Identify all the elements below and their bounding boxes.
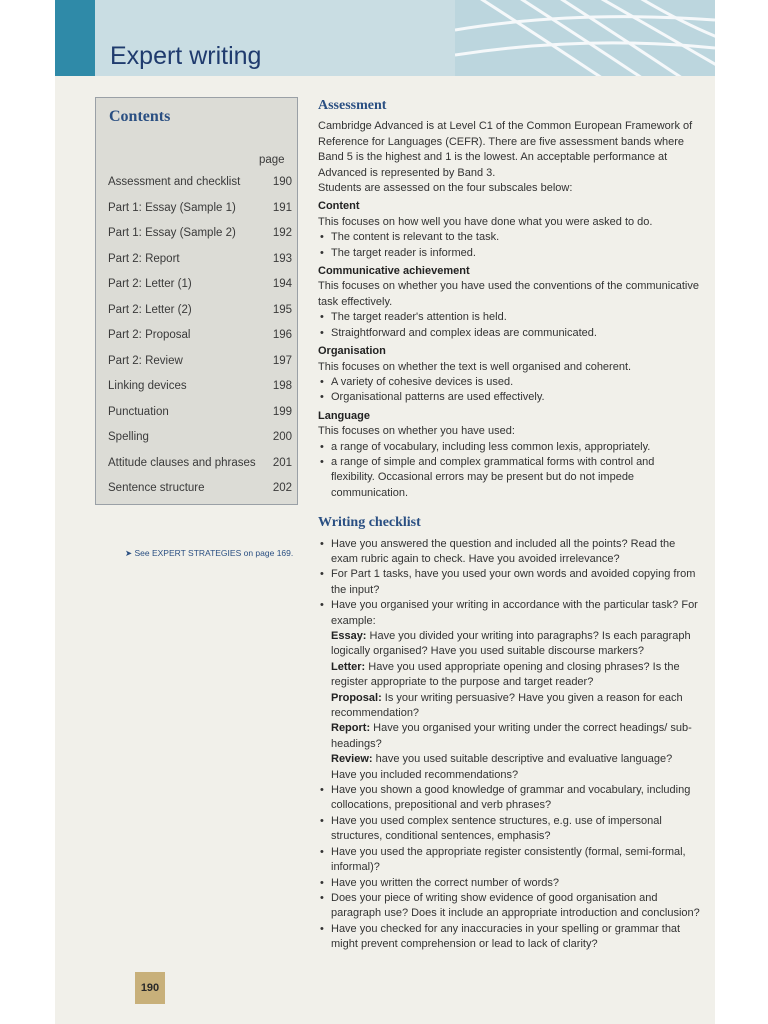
toc-label: Linking devices (108, 380, 187, 392)
page-title: Expert writing (110, 42, 262, 70)
assessment-intro: Cambridge Advanced is at Level C1 of the Common European Framework of Reference for Languages (CEFR). There are five assessment bands where Band 5 is the highest and 1 is the lowest. An acceptable performance at Advanced is represented by Band 3. (318, 120, 693, 179)
report-label: Report: (331, 722, 371, 735)
review-label: Review: (331, 753, 373, 766)
report-text: Have you organised your writing under the correct headings/ sub-headings? (331, 722, 692, 750)
organisation-heading: Organisation (318, 345, 386, 358)
list-item: • Have you answered the question and included all the points? Read the exam rubric again to check. Have you avoided irrelevance? (318, 537, 700, 568)
list-item: • a range of vocabulary, including less common lexis, appropriately. (318, 440, 700, 455)
task-type-proposal (318, 691, 700, 722)
toc-row[interactable] (104, 278, 292, 300)
organisation-bullets (318, 375, 700, 406)
toc-row[interactable] (104, 457, 292, 479)
proposal-text: Is your writing persuasive? Have you given a reason for each recommendation? (331, 691, 683, 720)
list-item: • For Part 1 tasks, have you used your own words and avoided copying from the input? (318, 567, 700, 598)
toc-label: Part 2: Review (108, 354, 183, 367)
toc-page: 191 (272, 201, 292, 214)
toc-label: Assessment and checklist (108, 176, 241, 188)
toc-row[interactable] (104, 227, 292, 249)
checklist-list (318, 537, 700, 629)
toc-page: 200 (272, 431, 292, 443)
toc-page: 201 (272, 456, 292, 469)
checklist-list-continued (318, 783, 700, 952)
toc-row[interactable] (104, 406, 292, 428)
toc-page: 197 (272, 354, 292, 367)
assessment-intro-2: Students are assessed on the four subscales below: (318, 182, 573, 195)
banner-wave-graphic (455, 0, 715, 76)
list-item: • Have you written the correct number of words? (318, 876, 700, 891)
contents-box (95, 97, 298, 505)
book-page (55, 0, 715, 1024)
list-item: • Does your piece of writing show evidence of good organisation and paragraph use? Does it include an appropriate introduction and conclusion? (318, 891, 700, 922)
list-item: • Organisational patterns are used effectively. (318, 390, 700, 405)
list-item: • a range of simple and complex grammatical forms with control and flexibility. Occasional errors may be present but do not impede communication. (318, 455, 700, 501)
toc-row[interactable] (104, 202, 292, 224)
list-item: • A variety of cohesive devices is used. (318, 375, 700, 390)
list-item: • Have you used complex sentence structures, e.g. use of impersonal structures, conditional sentences, emphasis? (318, 814, 700, 845)
toc-row[interactable] (104, 431, 292, 453)
essay-label: Essay: (331, 630, 367, 642)
toc-label: Part 1: Essay (Sample 2) (108, 227, 236, 239)
letter-text: Have you used appropriate opening and closing phrases? Is the register appropriate to the purpose and target reader? (331, 660, 680, 689)
main-column (318, 98, 700, 953)
toc-label: Part 2: Letter (2) (108, 303, 192, 316)
toc-page: 199 (272, 405, 292, 418)
toc-page: 202 (272, 482, 292, 494)
letter-label: Letter: (331, 660, 366, 673)
toc-row[interactable] (104, 380, 292, 402)
toc-page: 198 (272, 380, 292, 392)
communicative-text: This focuses on whether you have used the conventions of the communicative task effectively. (318, 280, 699, 308)
toc-label: Part 2: Report (108, 252, 180, 265)
list-item: • Have you checked for any inaccuracies in your spelling or grammar that might prevent comprehension or lead to lack of clarity? (318, 922, 700, 953)
task-type-essay (318, 629, 700, 660)
toc-row[interactable] (104, 329, 292, 351)
communicative-heading: Communicative achievement (318, 265, 470, 278)
list-item: • Straightforward and complex ideas are communicated. (318, 326, 700, 341)
list-item: • The target reader's attention is held. (318, 310, 700, 325)
header-banner (55, 0, 715, 76)
toc-label: Punctuation (108, 405, 169, 418)
toc-row[interactable] (104, 176, 292, 198)
toc-row[interactable] (104, 253, 292, 275)
task-type-report (318, 721, 700, 752)
toc-row[interactable] (104, 355, 292, 377)
list-item: • Have you shown a good knowledge of grammar and vocabulary, including collocations, prepositional and verb phrases? (318, 783, 700, 814)
task-type-letter (318, 660, 700, 691)
contents-title: Contents (109, 108, 171, 125)
language-text: This focuses on whether you have used: (318, 425, 515, 438)
toc-page: 195 (272, 303, 292, 316)
content-bullets (318, 230, 700, 261)
language-heading: Language (318, 409, 370, 422)
see-strategies-link[interactable]: ➤ See EXPERT STRATEGIES on page 169. (125, 548, 294, 558)
organisation-text: This focuses on whether the text is well organised and coherent. (318, 360, 632, 373)
language-bullets (318, 440, 700, 502)
list-item (318, 598, 700, 629)
toc-page: 193 (272, 252, 292, 265)
content-text: This focuses on how well you have done what you were asked to do. (318, 215, 653, 228)
page-number: 190 (135, 972, 165, 1004)
toc-page: 192 (272, 227, 292, 239)
checklist-heading: Writing checklist (318, 515, 421, 531)
review-text: have you used suitable descriptive and evaluative language? Have you included recommendations? (331, 753, 673, 781)
toc-label: Sentence structure (108, 482, 205, 494)
essay-text: Have you divided your writing into paragraphs? Is each paragraph logically organised? Have you used suitable discourse markers? (331, 630, 691, 658)
communicative-bullets (318, 310, 700, 341)
list-item: • The target reader is informed. (318, 246, 700, 261)
toc-row[interactable] (104, 482, 292, 504)
task-type-review (318, 752, 700, 783)
list-item: • Have you used the appropriate register consistently (formal, semi-formal, informal)? (318, 845, 700, 876)
toc-label: Attitude clauses and phrases (108, 456, 256, 469)
toc-label: Part 2: Proposal (108, 329, 191, 341)
toc-label: Part 1: Essay (Sample 1) (108, 201, 236, 214)
contents-page-header: page (259, 154, 285, 166)
assessment-heading: Assessment (318, 98, 387, 113)
toc-label: Part 2: Letter (1) (108, 278, 192, 290)
banner-accent-stripe (55, 0, 95, 76)
content-heading: Content (318, 200, 360, 213)
toc-row[interactable] (104, 304, 292, 326)
list-item: • The content is relevant to the task. (318, 230, 700, 245)
toc-page: 190 (272, 176, 292, 188)
proposal-label: Proposal: (331, 691, 382, 704)
checklist-item-3: Have you organised your writing in accordance with the particular task? For example: (331, 599, 698, 627)
toc-page: 194 (272, 278, 292, 290)
toc-page: 196 (272, 329, 292, 341)
toc-label: Spelling (108, 431, 149, 443)
